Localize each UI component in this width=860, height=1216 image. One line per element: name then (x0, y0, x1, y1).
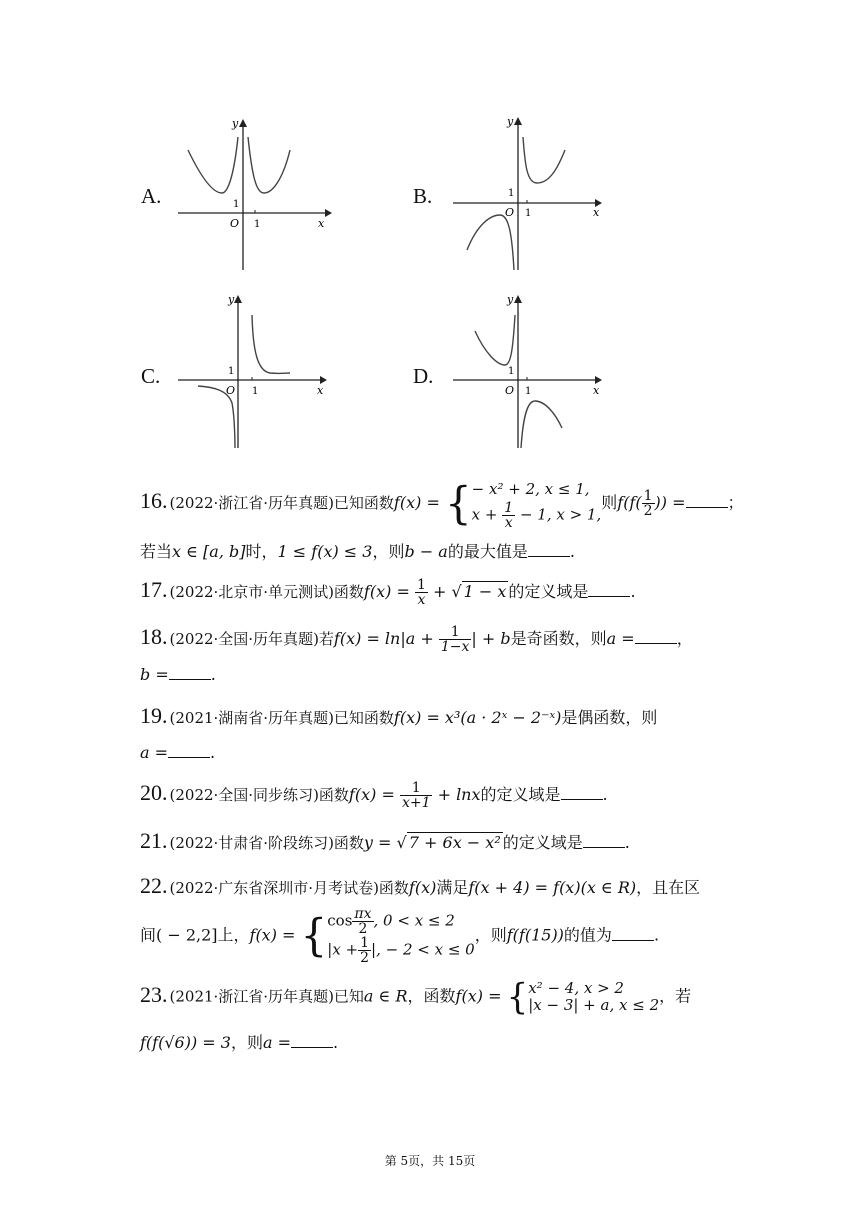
case-2-start: x + (471, 505, 498, 524)
sqrt-sign: √ (396, 833, 407, 852)
question-23-line-2 (140, 1030, 338, 1053)
text: 的值为 (563, 925, 612, 945)
math-expression: f(f(√6)) = 3 (140, 1033, 231, 1052)
left-brace: { (444, 477, 472, 529)
x-axis-label: x (317, 384, 324, 397)
text: 是偶函数，则 (561, 708, 658, 727)
case-2-end: |, − 2 < x ≤ 0 (371, 940, 475, 959)
question-21 (140, 828, 630, 854)
text: 的定义域是 (502, 833, 583, 852)
punctuation: . (630, 582, 636, 601)
left-brace: { (300, 909, 328, 962)
math-expression: f(x) = (455, 986, 502, 1006)
frac-denominator: 1−x (440, 639, 470, 655)
option-c-label: C. (141, 364, 161, 388)
text: 若当 (140, 542, 173, 561)
y-axis-label: y (507, 115, 514, 128)
x-axis-label: x (593, 206, 600, 219)
x-one-label: 1 (525, 386, 532, 397)
frac-numerator: 1 (439, 625, 472, 640)
x-axis-label: x (593, 384, 600, 397)
origin-label: O (230, 217, 240, 230)
question-number: 17. (140, 577, 168, 602)
question-source: (2022·全国·同步练习)函数 (169, 786, 349, 804)
question-source: (2022·全国·历年真题)若 (169, 630, 334, 648)
graph-option-d (445, 293, 610, 453)
answer-blank[interactable] (528, 542, 570, 557)
x-one-label: 1 (252, 386, 259, 397)
question-number: 23. (140, 981, 168, 1007)
punctuation: . (210, 743, 216, 762)
graph-option-b (445, 115, 610, 275)
question-source: (2022·浙江省·历年真题)已知函数 (169, 494, 394, 512)
answer-blank[interactable] (291, 1033, 333, 1048)
y-one-label: 1 (508, 366, 515, 377)
question-number: 20. (140, 780, 168, 805)
case-1: − x² + 2, x ≤ 1, (471, 480, 590, 498)
math-expression: f(x) = x³(a · 2ˣ − 2⁻ˣ) (393, 708, 562, 727)
question-source: (2022·广东省深圳市·月考试卷)函数 (169, 879, 409, 897)
question-18-line-2 (140, 665, 216, 684)
question-22-line-2 (140, 907, 659, 965)
origin-label: O (226, 384, 236, 397)
text: 时， (245, 542, 278, 561)
graph-option-a (170, 115, 335, 275)
punctuation: . (602, 785, 608, 804)
punctuation: . (210, 665, 216, 684)
question-source: (2022·北京市·单元测试)函数 (169, 583, 364, 601)
frac-denominator: 2 (643, 503, 653, 519)
x-one-label: 1 (254, 219, 261, 230)
math-expression: b − a (404, 542, 448, 561)
math-expression: x ∈ [a, b] (172, 542, 246, 561)
punctuation: . (333, 1033, 339, 1052)
math-expression: f(f( (617, 493, 642, 512)
question-19 (140, 703, 657, 729)
question-number: 21. (140, 828, 168, 853)
punctuation: ， (676, 629, 693, 648)
math-expression: f(x) = (363, 582, 410, 601)
question-16 (140, 477, 744, 530)
text: 的最大值是 (447, 542, 528, 561)
answer-blank[interactable] (169, 665, 211, 680)
frac-denominator: x (417, 592, 426, 608)
text: ，则 (474, 925, 507, 945)
math-expression: f(x) = (393, 493, 440, 512)
text: ，则 (230, 1033, 263, 1052)
math-expression: f(f(15)) (506, 925, 564, 945)
case-2-end: − 1, x > 1, (519, 505, 602, 524)
math-expression: a ∈ R (363, 986, 408, 1006)
question-number: 16. (140, 488, 168, 513)
answer-blank[interactable] (612, 926, 654, 941)
case-1-start: cos (327, 911, 353, 930)
question-17 (140, 577, 636, 607)
text: ，且在区 (636, 878, 701, 897)
x-one-label: 1 (525, 208, 532, 219)
question-22 (140, 873, 700, 899)
text: 是奇函数，则 (510, 629, 607, 648)
case-2: |x − 3| + a, x ≤ 2 (528, 996, 660, 1014)
math-expression: f(x) (408, 878, 437, 897)
case-1-end: , 0 < x ≤ 2 (373, 911, 455, 930)
punctuation: . (624, 833, 630, 852)
frac-numerator: 1 (400, 781, 433, 796)
frac-numerator: 1 (504, 500, 514, 516)
math-expression: b = (140, 665, 169, 684)
question-source: (2022·甘肃省·阶段练习)函数 (169, 834, 364, 852)
frac-numerator: 1 (360, 935, 370, 951)
answer-blank[interactable] (686, 493, 728, 508)
case-2-start: |x + (327, 940, 359, 959)
sqrt-sign: √ (451, 582, 462, 601)
punctuation: . (569, 542, 575, 561)
math-expression: y = (363, 833, 392, 852)
piecewise-cases (472, 477, 602, 530)
question-16-line-2 (140, 539, 575, 562)
radicand: 7 + 6x − x² (408, 833, 501, 852)
math-expression: a = (140, 743, 169, 762)
connector-text: 则 (601, 493, 618, 512)
answer-blank[interactable] (583, 833, 625, 848)
text: ，若 (659, 986, 692, 1006)
punctuation: . (653, 925, 660, 945)
math-expression: | + b (471, 629, 511, 648)
question-number: 22. (140, 873, 168, 898)
y-axis-label: y (228, 293, 235, 306)
origin-label: O (505, 384, 515, 397)
piecewise-cases (528, 980, 659, 1014)
answer-blank[interactable] (588, 582, 630, 597)
math-expression: a = (606, 629, 635, 648)
math-expression: f(x) = ln|a + (333, 629, 434, 648)
question-number: 19. (140, 703, 168, 728)
y-axis-label: y (507, 293, 514, 306)
math-expression: f(x + 4) = f(x)(x ∈ R) (468, 878, 637, 897)
math-expression: 1 ≤ f(x) ≤ 3 (277, 542, 373, 561)
y-axis-label: y (232, 117, 239, 130)
question-20 (140, 780, 608, 810)
math-expression: + lnx (432, 785, 481, 804)
frac-numerator: 1 (416, 577, 426, 593)
answer-blank[interactable] (168, 743, 210, 758)
operator: + (427, 582, 452, 601)
text: ，则 (372, 542, 405, 561)
frac-denominator: x+1 (401, 795, 431, 811)
text: ，函数 (407, 986, 456, 1006)
math-expression: )) = (654, 493, 686, 512)
math-expression: f(x) = (348, 785, 395, 804)
left-brace: { (506, 976, 529, 1018)
option-a-label: A. (141, 184, 162, 208)
piecewise-cases (327, 907, 474, 965)
frac-denominator: 2 (358, 921, 368, 937)
page-footer: 第 5页，共 15页 (384, 1154, 476, 1168)
y-one-label: 1 (508, 188, 515, 199)
option-b-label: B. (413, 184, 433, 208)
text: 的定义域是 (508, 582, 589, 601)
question-23 (140, 976, 692, 1018)
text: 的定义域是 (480, 785, 561, 804)
radicand: 1 − x (463, 582, 507, 601)
answer-blank[interactable] (561, 785, 603, 800)
y-one-label: 1 (233, 199, 240, 210)
frac-numerator: 1 (643, 488, 653, 504)
punctuation: ； (727, 493, 744, 512)
text: 间( − 2,2]上， (140, 925, 250, 945)
frac-denominator: x (504, 515, 513, 531)
frac-denominator: 2 (360, 950, 370, 966)
x-axis-label: x (318, 217, 325, 230)
question-source: (2021·浙江省·历年真题)已知 (169, 987, 364, 1006)
math-expression: a = (262, 1033, 291, 1052)
question-number: 18. (140, 624, 168, 649)
y-one-label: 1 (228, 366, 235, 377)
question-19-line-2 (140, 743, 215, 762)
graph-option-c (170, 293, 335, 453)
frac-numerator: πx (354, 906, 372, 922)
question-18 (140, 624, 693, 654)
origin-label: O (505, 206, 515, 219)
question-source: (2021·湖南省·历年真题)已知函数 (169, 709, 394, 727)
answer-blank[interactable] (635, 629, 677, 644)
option-d-label: D. (413, 364, 434, 388)
case-1: x² − 4, x > 2 (528, 979, 624, 997)
text: 满足 (436, 878, 469, 897)
math-expression: f(x) = (249, 925, 296, 945)
